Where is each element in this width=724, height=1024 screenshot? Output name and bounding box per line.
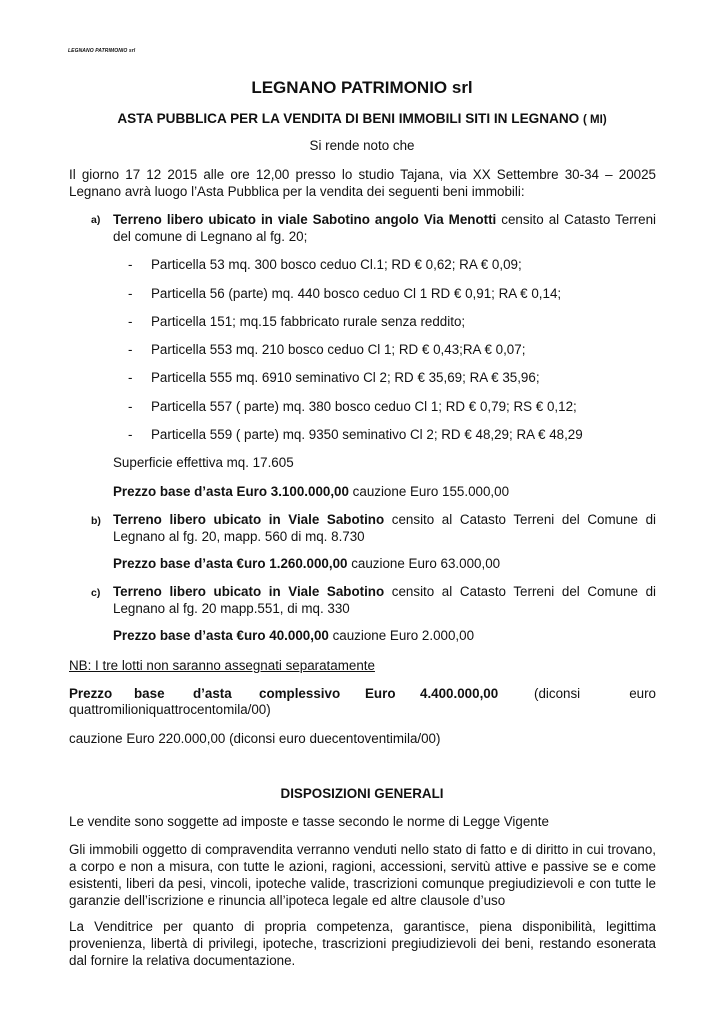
lot-a-price-line [113, 483, 509, 500]
total-word: Euro [365, 686, 396, 701]
lot-c-description [113, 583, 656, 617]
total-word: (diconsi [534, 686, 581, 701]
parcel-item: Particella 151; mq.15 fabbricato rurale senza reddito; [151, 314, 466, 329]
lot-c-title: Terreno libero ubicato in Viale Sabotino [113, 584, 385, 599]
list-bullet: - [128, 314, 133, 329]
total-deposit: cauzione Euro 220.000,00 (diconsi euro duecentoventimila/00) [69, 731, 441, 746]
parcel-item: Particella 53 mq. 300 bosco ceduo Cl.1; RD € 0,62; RA € 0,09; [151, 257, 522, 272]
notice-line: Si rende noto che [309, 138, 415, 153]
general-paragraph-3: La Venditrice per quanto di propria competenza, garantisce, piena disponibilità, legittima provenienza, libertà di privilegi, ipoteche, trascrizioni pregiudizievoli dei beni, restando esonerata dal fornire la relativa documentazione. [69, 919, 656, 968]
lot-b-deposit: cauzione Euro 63.000,00 [347, 556, 501, 571]
lot-b-desc: censito al Catasto Terreni del Comune di Legnano al fg. 20, mapp. 560 di mq. 8.730 [113, 512, 657, 544]
parcel-item: Particella 557 ( parte) mq. 380 bosco ceduo Cl 1; RD € 0,79; RS € 0,12; [151, 399, 577, 414]
subtitle-main: ASTA PUBBLICA PER LA VENDITA DI BENI IMMOBILI SITI IN LEGNANO [117, 111, 580, 126]
parcel-item: Particella 553 mq. 210 bosco ceduo Cl 1; RD € 0,43;RA € 0,07; [151, 342, 526, 357]
lot-b-description [113, 511, 656, 545]
lot-c-label: c) [91, 587, 101, 599]
lot-a-deposit: cauzione Euro 155.000,00 [348, 484, 510, 499]
total-amount: 4.400.000,00 [420, 686, 499, 701]
general-paragraph-1: Le vendite sono soggette ad imposte e tasse secondo le norme di Legge Vigente [69, 814, 549, 829]
lot-a-price: Prezzo base d’asta Euro 3.100.000,00 [113, 484, 349, 499]
lot-a-title: Terreno libero ubicato in viale Sabotino angolo Via Menotti [113, 212, 497, 227]
lot-c-deposit: cauzione Euro 2.000,00 [328, 628, 475, 643]
nb-note: NB: I tre lotti non saranno assegnati separatamente [69, 658, 375, 673]
lot-b-price: Prezzo base d’asta €uro 1.260.000,00 [113, 556, 348, 571]
document-title: LEGNANO PATRIMONIO srl [251, 78, 473, 97]
total-word: d’asta [193, 686, 232, 701]
total-price-line [69, 685, 656, 702]
lot-b-price-line [113, 555, 500, 572]
lot-b-label: b) [91, 515, 101, 527]
total-word: complessivo [259, 686, 341, 701]
lot-c-desc: censito al Catasto Terreni del Comune di Legnano al fg. 20 mapp.551, di mq. 330 [113, 584, 657, 616]
total-word: Prezzo [69, 686, 113, 701]
lot-a-surface: Superficie effettiva mq. 17.605 [113, 455, 294, 470]
list-bullet: - [128, 427, 133, 442]
total-word: euro [629, 686, 656, 701]
lot-a-desc: censito al Catasto Terreni del comune di Legnano al fg. 20; [113, 212, 656, 244]
lot-c-price: Prezzo base d’asta €uro 40.000,00 [113, 628, 329, 643]
list-bullet: - [128, 257, 133, 272]
general-heading: DISPOSIZIONI GENERALI [280, 786, 444, 801]
list-bullet: - [128, 399, 133, 414]
lot-b-title: Terreno libero ubicato in Viale Sabotino [113, 512, 385, 527]
document-subtitle [0, 110, 724, 129]
parcel-item: Particella 56 (parte) mq. 440 bosco ceduo Cl 1 RD € 0,91; RA € 0,14; [151, 286, 562, 301]
subtitle-suffix: ( MI) [583, 114, 607, 126]
list-bullet: - [128, 286, 133, 301]
parcel-item: Particella 555 mq. 6910 seminativo Cl 2; RD € 35,69; RA € 35,96; [151, 370, 540, 385]
list-bullet: - [128, 342, 133, 357]
list-bullet: - [128, 370, 133, 385]
total-price-words: quattromilioniquattrocentomila/00) [69, 702, 271, 717]
lot-a-description [113, 211, 656, 245]
lot-a-label: a) [91, 214, 101, 226]
running-header: LEGNANO PATRIMONIO srl [68, 48, 136, 54]
parcel-item: Particella 559 ( parte) mq. 9350 seminativo Cl 2; RD € 48,29; RA € 48,29 [151, 427, 583, 442]
lot-c-price-line [113, 627, 474, 644]
intro-paragraph: Il giorno 17 12 2015 alle ore 12,00 presso lo studio Tajana, via XX Settembre 30-34 – 20025 Legnano avrà luogo l’Asta Pubblica per la vendita dei seguenti beni immobili: [69, 167, 656, 199]
total-word: base [134, 686, 165, 701]
general-paragraph-2: Gli immobili oggetto di compravendita verranno venduti nello stato di fatto e di diritto in cui trovano, a corpo e non a misura, con tutte le azioni, ragioni, accessioni, servitù attive e passive se e come esistenti, liberi da pesi, vincoli, ipoteche valide, trascrizioni comunque pregiudizievoli e con tutte le garanzie dell’iscrizione e rinuncia all’ipoteca legale ed altre clausole d’uso [69, 842, 656, 908]
